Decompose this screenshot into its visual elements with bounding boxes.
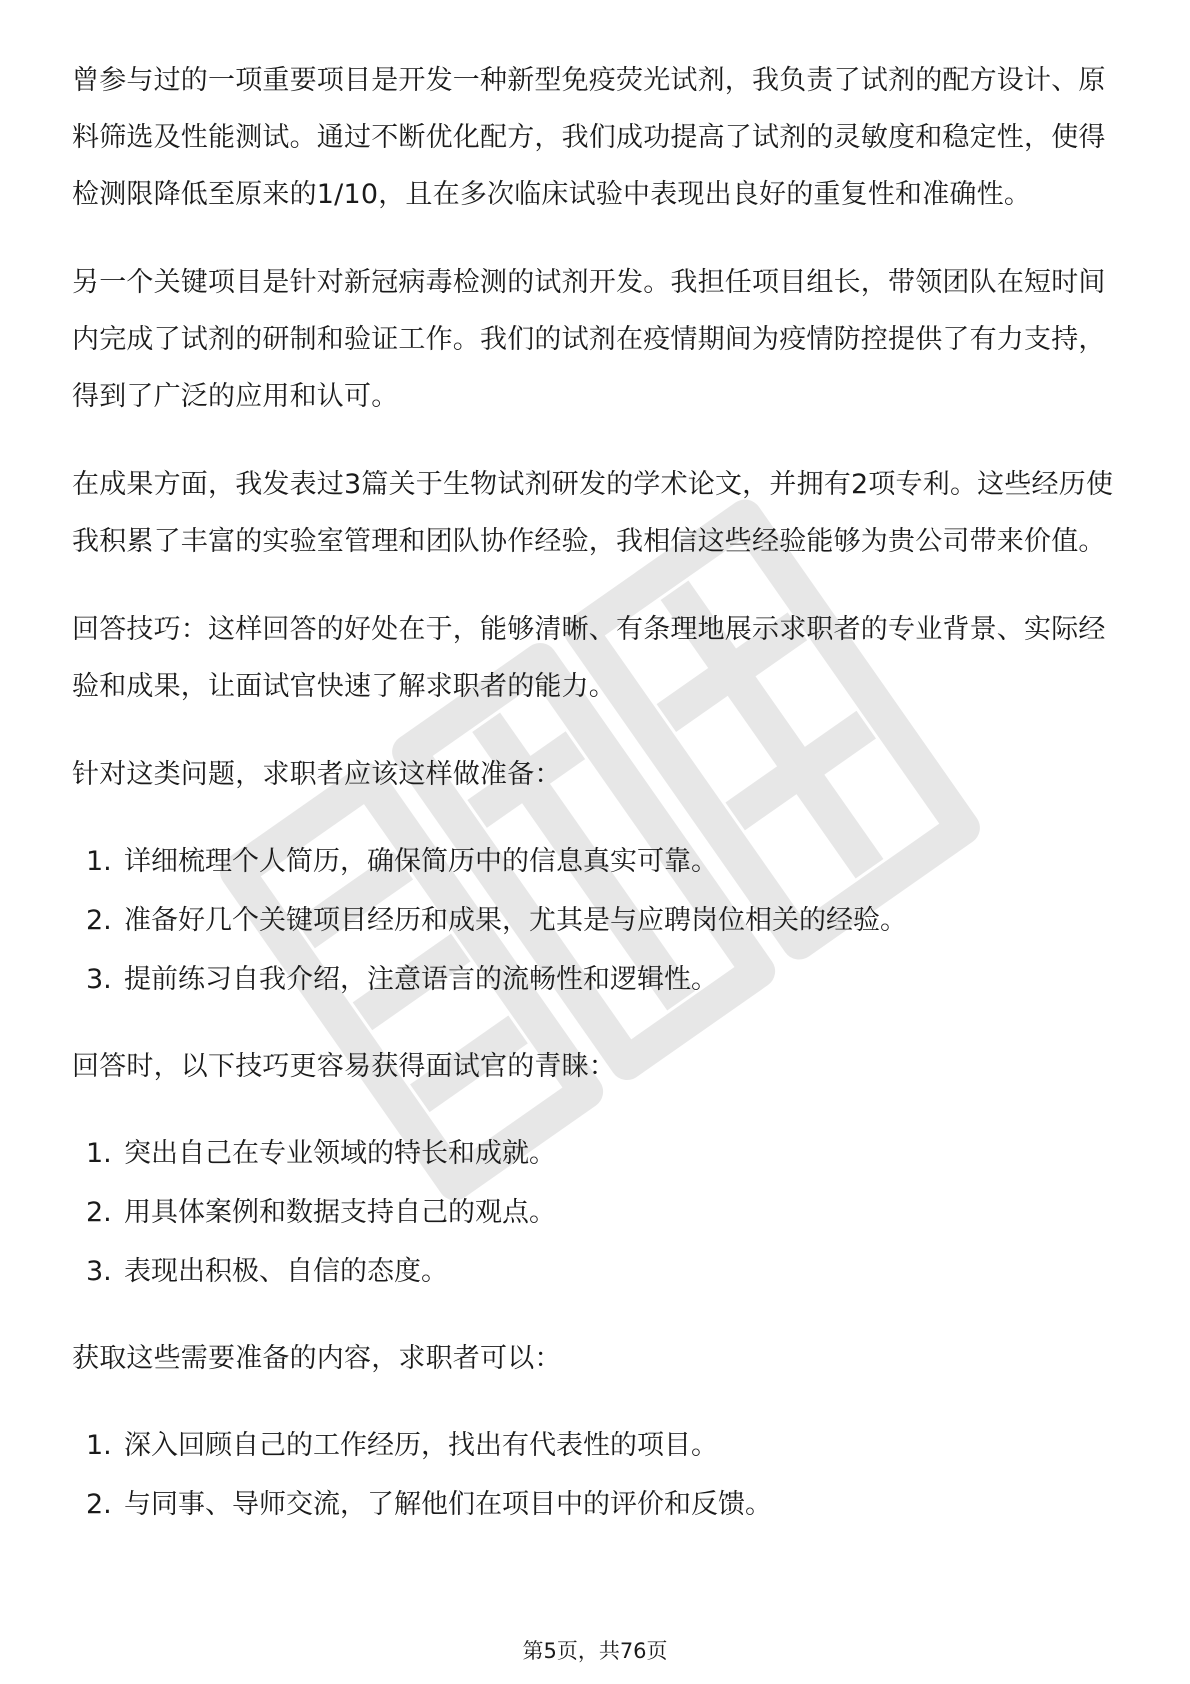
- list-number: 2.: [86, 1489, 112, 1520]
- paragraph-prepare-intro: 针对这类问题，求职者应该这样做准备：: [72, 759, 562, 790]
- list-number: 2.: [86, 905, 112, 936]
- paragraph-project-1: 曾参与过的一项重要项目是开发一种新型免疫荧光试剂，我负责了试剂的配方设计、原料筛选及性能测试。通过不断优化配方，我们成功提高了试剂的灵敏度和稳定性，使得检测限降低至原来的1/10，且在多次临床试验中表现出良好的重复性和准确性。: [72, 65, 1106, 210]
- list-text: 深入回顾自己的工作经历，找出有代表性的项目。: [124, 1430, 718, 1461]
- list-text: 表现出积极、自信的态度。: [124, 1256, 448, 1287]
- list-text: 提前练习自我介绍，注意语言的流畅性和逻辑性。: [124, 964, 718, 995]
- list-number: 2.: [86, 1197, 112, 1228]
- paragraph-project-2: 另一个关键项目是针对新冠病毒检测的试剂开发。我担任项目组长，带领团队在短时间内完成了试剂的研制和验证工作。我们的试剂在疫情期间为疫情防控提供了有力支持，得到了广泛的应用和认可。: [72, 267, 1106, 412]
- tips-list: [72, 1124, 1122, 1301]
- list-text: 准备好几个关键项目经历和成果，尤其是与应聘岗位相关的经验。: [124, 905, 907, 936]
- list-item: [72, 1416, 1122, 1475]
- paragraph-answer-tips: 回答技巧：这样回答的好处在于，能够清晰、有条理地展示求职者的专业背景、实际经验和成果，让面试官快速了解求职者的能力。: [72, 614, 1106, 702]
- obtain-list: [72, 1416, 1122, 1534]
- list-text: 详细梳理个人简历，确保简历中的信息真实可靠。: [124, 846, 718, 877]
- list-item: [72, 832, 1122, 891]
- prepare-list: [72, 832, 1122, 1009]
- list-number: 1.: [86, 846, 112, 877]
- list-item: [72, 1124, 1122, 1183]
- list-number: 1.: [86, 1138, 112, 1169]
- main-content: [72, 52, 1122, 1563]
- list-text: 突出自己在专业领域的特长和成就。: [124, 1138, 556, 1169]
- list-item: [72, 1475, 1122, 1534]
- list-number: 1.: [86, 1430, 112, 1461]
- page-number: 第5页，共76页: [522, 1639, 668, 1663]
- list-text: 与同事、导师交流，了解他们在项目中的评价和反馈。: [124, 1489, 772, 1520]
- list-number: 3.: [86, 1256, 112, 1287]
- list-item: [72, 1183, 1122, 1242]
- list-number: 3.: [86, 964, 112, 995]
- paragraph-obtain-intro: 获取这些需要准备的内容，求职者可以：: [72, 1343, 562, 1374]
- paragraph-achievements: 在成果方面，我发表过3篇关于生物试剂研发的学术论文，并拥有2项专利。这些经历使我积累了丰富的实验室管理和团队协作经验，我相信这些经验能够为贵公司带来价值。: [72, 469, 1114, 557]
- list-item: [72, 1242, 1122, 1301]
- paragraph-tips-intro: 回答时，以下技巧更容易获得面试官的青睐：: [72, 1051, 616, 1082]
- list-item: [72, 891, 1122, 950]
- list-text: 用具体案例和数据支持自己的观点。: [124, 1197, 556, 1228]
- list-item: [72, 950, 1122, 1009]
